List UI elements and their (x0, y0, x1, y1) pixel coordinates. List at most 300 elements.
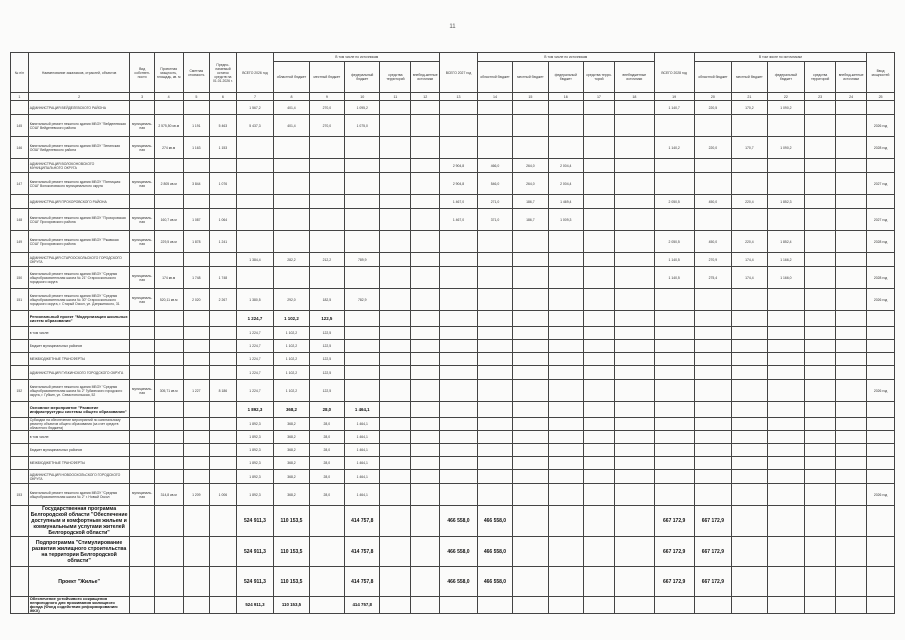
row-value-col-9: 28,0 (309, 484, 344, 506)
row-value-col-3: муниципаль-ная (130, 115, 154, 137)
row-value-col-24 (836, 137, 867, 159)
table-header (11, 53, 895, 101)
row-value-col-19 (654, 597, 694, 614)
row-value-col-24 (836, 402, 867, 418)
row-value-col-19 (654, 484, 694, 506)
row-value-col-5: 1 087 (183, 209, 210, 231)
row-value-col-25 (867, 366, 895, 380)
row-value-col-6: 5 463 (210, 115, 237, 137)
row-value-col-6 (210, 327, 237, 340)
row-name: Капитальный ремонт нежилого здания МБОУ "Вейделевская СОШ" Вейделевского района (28, 115, 130, 137)
row-value-col-6 (210, 311, 237, 327)
row-number (11, 418, 29, 431)
row-value-col-23 (805, 115, 836, 137)
row-value-col-10 (345, 267, 380, 289)
row-value-col-9: 122,5 (309, 380, 344, 402)
row-value-col-10: 1 095,2 (345, 101, 380, 115)
row-value-col-24 (836, 327, 867, 340)
row-value-col-14 (477, 327, 512, 340)
row-value-col-24 (836, 311, 867, 327)
row-value-col-20: 275,4 (694, 267, 732, 289)
col-source-18: внебюджетные источники (614, 62, 654, 93)
row-value-col-3 (130, 253, 154, 267)
row-value-col-3 (130, 457, 154, 470)
row-value-col-9: 212,2 (309, 253, 344, 267)
table-row (11, 289, 895, 311)
row-value-col-21 (732, 444, 767, 457)
row-value-col-6 (210, 340, 237, 353)
row-number (11, 402, 29, 418)
table-row (11, 537, 895, 567)
row-value-col-16 (548, 444, 583, 457)
row-value-col-25 (867, 101, 895, 115)
row-value-col-23 (805, 402, 836, 418)
row-value-col-7: 1 224,7 (236, 327, 274, 340)
row-value-col-12 (411, 506, 440, 537)
row-value-col-23 (805, 289, 836, 311)
group-2027: В том числе по источникам (477, 53, 654, 62)
row-value-col-7: 1 380,5 (236, 289, 274, 311)
row-value-col-3 (130, 470, 154, 484)
row-value-col-24 (836, 537, 867, 567)
row-value-col-18 (614, 353, 654, 366)
row-value-col-10: 1 464,1 (345, 470, 380, 484)
row-value-col-3 (130, 159, 154, 173)
row-value-col-8: 401,4 (274, 101, 309, 115)
row-value-col-16 (548, 366, 583, 380)
row-value-col-13 (440, 380, 478, 402)
row-value-col-13 (440, 470, 478, 484)
col-source-23: средства территорий (805, 62, 836, 93)
row-value-col-7: 524 911,3 (236, 597, 274, 614)
page-number: 11 (449, 24, 456, 30)
row-value-col-25 (867, 402, 895, 418)
row-value-col-25: 2027 год (867, 173, 895, 195)
row-value-col-17 (583, 470, 614, 484)
row-value-col-14: 466 558,0 (477, 537, 512, 567)
row-value-col-17 (583, 418, 614, 431)
row-value-col-10 (345, 209, 380, 231)
col-number-cell: 8 (274, 93, 309, 101)
row-value-col-7: 1 567,2 (236, 101, 274, 115)
row-value-col-8: 1 102,2 (274, 311, 309, 327)
row-value-col-5 (183, 311, 210, 327)
row-value-col-17 (583, 311, 614, 327)
row-value-col-7 (236, 159, 274, 173)
row-value-col-5 (183, 567, 210, 597)
row-value-col-19 (654, 402, 694, 418)
row-value-col-13 (440, 366, 478, 380)
row-value-col-22: 1 090,2 (767, 137, 805, 159)
row-value-col-15 (513, 597, 548, 614)
row-value-col-13: 2 904,8 (440, 173, 478, 195)
row-value-col-4: 174 кв.м (154, 267, 183, 289)
row-value-col-16 (548, 253, 583, 267)
row-value-col-6: 2 267 (210, 289, 237, 311)
row-value-col-20 (694, 289, 732, 311)
row-value-col-9: 28,0 (309, 402, 344, 418)
row-value-col-20: 450,0 (694, 231, 732, 253)
row-value-col-7: 1 224,7 (236, 353, 274, 366)
row-value-col-7: 1 224,7 (236, 380, 274, 402)
row-value-col-23 (805, 567, 836, 597)
row-value-col-20 (694, 209, 732, 231)
row-value-col-24 (836, 470, 867, 484)
row-value-col-3 (130, 101, 154, 115)
row-value-col-17 (583, 173, 614, 195)
row-value-col-13 (440, 311, 478, 327)
row-value-col-17 (583, 289, 614, 311)
table-row (11, 380, 895, 402)
row-name: Капитальный ремонт нежилого здания МБОУ "Средняя общеобразовательная школа № 2" Губкинского городского округа, г. Губкин, ул. Севастопольская, 52 (28, 380, 130, 402)
row-value-col-7 (236, 267, 274, 289)
row-value-col-11 (380, 457, 411, 470)
row-value-col-8: 368,2 (274, 457, 309, 470)
row-value-col-18 (614, 418, 654, 431)
row-value-col-11 (380, 340, 411, 353)
row-value-col-16: 2 004,4 (548, 173, 583, 195)
row-value-col-19: 667 172,9 (654, 567, 694, 597)
row-value-col-11 (380, 444, 411, 457)
row-value-col-25 (867, 353, 895, 366)
row-name: Основное мероприятие "Развитие инфраструктуры системы общего образования" (28, 402, 130, 418)
row-value-col-17 (583, 209, 614, 231)
row-value-col-22 (767, 444, 805, 457)
row-value-col-8 (274, 231, 309, 253)
row-value-col-6 (210, 418, 237, 431)
row-value-col-12 (411, 209, 440, 231)
row-value-col-11 (380, 195, 411, 209)
col-number-cell: 23 (805, 93, 836, 101)
row-value-col-21 (732, 173, 767, 195)
row-value-col-23 (805, 506, 836, 537)
row-value-col-9 (309, 267, 344, 289)
row-value-col-25: 2028 год (867, 231, 895, 253)
row-value-col-10: 414 757,8 (345, 567, 380, 597)
row-value-col-9: 122,5 (309, 327, 344, 340)
row-value-col-8: 368,2 (274, 431, 309, 444)
row-value-col-4: 305,71 кв.м (154, 380, 183, 402)
row-value-col-12 (411, 470, 440, 484)
row-value-col-4 (154, 253, 183, 267)
row-value-col-8: 110 153,5 (274, 567, 309, 597)
row-name: МЕЖБЮДЖЕТНЫЕ ТРАНСФЕРТЫ (28, 457, 130, 470)
row-value-col-25 (867, 506, 895, 537)
table-row (11, 597, 895, 614)
row-value-col-10: 1 464,1 (345, 431, 380, 444)
col-number-cell: 18 (614, 93, 654, 101)
row-value-col-9 (309, 567, 344, 597)
row-value-col-23 (805, 366, 836, 380)
row-value-col-3 (130, 311, 154, 327)
row-value-col-16 (548, 353, 583, 366)
row-value-col-22 (767, 173, 805, 195)
row-value-col-3 (130, 195, 154, 209)
row-value-col-16: 2 004,4 (548, 159, 583, 173)
row-value-col-15: 186,7 (513, 209, 548, 231)
row-value-col-10: 1 464,1 (345, 444, 380, 457)
row-value-col-15 (513, 380, 548, 402)
row-value-col-8 (274, 159, 309, 173)
row-value-col-20 (694, 402, 732, 418)
row-value-col-14 (477, 484, 512, 506)
row-value-col-23 (805, 353, 836, 366)
row-value-col-19: 1 140,5 (654, 253, 694, 267)
row-value-col-12 (411, 380, 440, 402)
row-value-col-21 (732, 380, 767, 402)
row-value-col-8: 368,2 (274, 444, 309, 457)
row-value-col-6 (210, 159, 237, 173)
row-value-col-11 (380, 537, 411, 567)
row-value-col-22 (767, 418, 805, 431)
row-value-col-13 (440, 353, 478, 366)
row-value-col-12 (411, 101, 440, 115)
row-value-col-24 (836, 173, 867, 195)
col-number-cell: 1 (11, 93, 29, 101)
row-value-col-22 (767, 537, 805, 567)
row-value-col-4: 520,11 кв.м (154, 289, 183, 311)
row-value-col-11 (380, 209, 411, 231)
row-name: Капитальный ремонт нежилого здания МБОУ "Пятницкая СОШ" Волоконовского муниципального округа (28, 173, 130, 195)
row-number (11, 311, 29, 327)
row-value-col-21 (732, 431, 767, 444)
row-value-col-24 (836, 506, 867, 537)
row-value-col-5: 1 227 (183, 380, 210, 402)
row-value-col-19 (654, 380, 694, 402)
row-value-col-17 (583, 366, 614, 380)
row-number (11, 597, 29, 614)
row-value-col-24 (836, 101, 867, 115)
row-value-col-19 (654, 289, 694, 311)
table-row (11, 366, 895, 380)
row-value-col-9: 28,0 (309, 444, 344, 457)
row-value-col-5: 1 163 (183, 137, 210, 159)
row-value-col-25 (867, 597, 895, 614)
row-value-col-10: 1 464,1 (345, 402, 380, 418)
row-value-col-19 (654, 159, 694, 173)
row-value-col-6 (210, 567, 237, 597)
row-value-col-14 (477, 340, 512, 353)
row-value-col-21 (732, 537, 767, 567)
row-value-col-13 (440, 431, 478, 444)
row-value-col-3: муниципаль-ная (130, 231, 154, 253)
row-value-col-13 (440, 137, 478, 159)
col-number-cell: 13 (440, 93, 478, 101)
row-value-col-9 (309, 597, 344, 614)
row-name: АДМИНИСТРАЦИЯ ВОЛОКОНОВСКОГО МУНИЦИПАЛЬНОГО ОКРУГА (28, 159, 130, 173)
row-value-col-19 (654, 311, 694, 327)
row-value-col-21 (732, 470, 767, 484)
row-value-col-22 (767, 457, 805, 470)
col-ownership: Вид собствен-ности (130, 53, 154, 93)
row-value-col-22 (767, 159, 805, 173)
row-value-col-12 (411, 253, 440, 267)
row-value-col-23 (805, 101, 836, 115)
row-value-col-8: 401,4 (274, 115, 309, 137)
row-value-col-5 (183, 159, 210, 173)
table-row (11, 159, 895, 173)
row-value-col-14 (477, 470, 512, 484)
row-number: 151 (11, 289, 29, 311)
row-value-col-9: 122,5 (309, 311, 344, 327)
row-value-col-20 (694, 327, 732, 340)
row-value-col-3: муниципаль-ная (130, 267, 154, 289)
table-row (11, 402, 895, 418)
row-value-col-8: 368,2 (274, 402, 309, 418)
row-value-col-6: 1 153 (210, 137, 237, 159)
row-number (11, 195, 29, 209)
table-row (11, 484, 895, 506)
row-value-col-22 (767, 311, 805, 327)
row-value-col-18 (614, 311, 654, 327)
row-value-col-12 (411, 484, 440, 506)
row-value-col-12 (411, 137, 440, 159)
row-value-col-13 (440, 402, 478, 418)
row-value-col-16 (548, 537, 583, 567)
row-name: Капитальный ремонт нежилого здания МБОУ "Средняя общеобразовательная школа № 21" Старооскольского городского округа (28, 267, 130, 289)
row-value-col-16: 1 469,4 (548, 195, 583, 209)
row-value-col-21: 220,4 (732, 195, 767, 209)
row-value-col-18 (614, 506, 654, 537)
row-value-col-12 (411, 402, 440, 418)
row-value-col-20 (694, 431, 732, 444)
row-value-col-11 (380, 380, 411, 402)
row-value-col-8: 282,2 (274, 253, 309, 267)
row-value-col-20 (694, 597, 732, 614)
row-value-col-21 (732, 289, 767, 311)
group-2026: В том числе по источникам (274, 53, 440, 62)
row-value-col-4 (154, 159, 183, 173)
row-value-col-25 (867, 470, 895, 484)
row-value-col-11 (380, 506, 411, 537)
col-number-cell: 19 (654, 93, 694, 101)
row-value-col-9 (309, 231, 344, 253)
row-value-col-18 (614, 567, 654, 597)
row-value-col-19 (654, 173, 694, 195)
row-value-col-18 (614, 402, 654, 418)
col-commission: Ввод мощностей (867, 53, 895, 93)
row-value-col-5 (183, 195, 210, 209)
row-value-col-4 (154, 195, 183, 209)
row-value-col-11 (380, 418, 411, 431)
row-value-col-16 (548, 340, 583, 353)
row-value-col-5 (183, 457, 210, 470)
row-value-col-13 (440, 115, 478, 137)
row-value-col-21 (732, 115, 767, 137)
row-value-col-17 (583, 506, 614, 537)
row-value-col-16 (548, 506, 583, 537)
row-name: Капитальный ремонт нежилого здания МБОУ "Зенинская ООШ" Вейделевского района (28, 137, 130, 159)
row-value-col-18 (614, 289, 654, 311)
row-value-col-10 (345, 311, 380, 327)
row-number: 150 (11, 267, 29, 289)
row-value-col-13 (440, 444, 478, 457)
row-value-col-22 (767, 567, 805, 597)
row-value-col-15: 264,0 (513, 173, 548, 195)
col-number-cell: 2 (28, 93, 130, 101)
row-value-col-18 (614, 340, 654, 353)
row-value-col-25: 2026 год (867, 484, 895, 506)
row-name: Капитальный ремонт нежилого здания МБОУ "Средняя общеобразовательная школа № 2" г. Новый Оскол (28, 484, 130, 506)
row-number (11, 470, 29, 484)
row-value-col-18 (614, 267, 654, 289)
col-source-11: средства территорий (380, 62, 411, 93)
row-number (11, 457, 29, 470)
row-value-col-10: 1 464,1 (345, 418, 380, 431)
row-value-col-5 (183, 418, 210, 431)
row-value-col-13 (440, 267, 478, 289)
row-value-col-6 (210, 597, 237, 614)
row-value-col-24 (836, 418, 867, 431)
row-value-col-4 (154, 567, 183, 597)
row-value-col-25 (867, 418, 895, 431)
row-value-col-10: 789,9 (345, 253, 380, 267)
row-value-col-12 (411, 597, 440, 614)
row-value-col-7: 1 224,7 (236, 340, 274, 353)
row-value-col-14: 371,0 (477, 209, 512, 231)
row-value-col-12 (411, 231, 440, 253)
row-value-col-17 (583, 457, 614, 470)
col-balance: Предпо-лагаемый остаток средств на 01.01.2026 г. (210, 53, 237, 93)
row-value-col-8: 110 153,5 (274, 597, 309, 614)
row-value-col-19 (654, 418, 694, 431)
row-value-col-22 (767, 340, 805, 353)
row-value-col-23 (805, 418, 836, 431)
row-value-col-9: 28,0 (309, 418, 344, 431)
row-value-col-12 (411, 567, 440, 597)
row-value-col-17 (583, 402, 614, 418)
row-value-col-7 (236, 195, 274, 209)
row-value-col-12 (411, 444, 440, 457)
col-capacity: Проектная мощность, площадь, кв. м (154, 53, 183, 93)
col-number-cell: 14 (477, 93, 512, 101)
row-value-col-19 (654, 115, 694, 137)
row-value-col-18 (614, 195, 654, 209)
row-value-col-9: 28,0 (309, 470, 344, 484)
row-value-col-19 (654, 444, 694, 457)
row-value-col-25 (867, 195, 895, 209)
row-value-col-21 (732, 506, 767, 537)
row-value-col-24 (836, 159, 867, 173)
row-value-col-12 (411, 311, 440, 327)
row-value-col-4 (154, 444, 183, 457)
row-value-col-20: 667 172,9 (694, 567, 732, 597)
col-number-cell: 20 (694, 93, 732, 101)
row-value-col-13 (440, 231, 478, 253)
row-value-col-14: 546,0 (477, 173, 512, 195)
col-total-2026: ВСЕГО 2026 год (236, 53, 274, 93)
row-value-col-19: 667 172,9 (654, 506, 694, 537)
row-value-col-18 (614, 159, 654, 173)
row-value-col-6 (210, 353, 237, 366)
row-value-col-6 (210, 506, 237, 537)
table-row (11, 567, 895, 597)
col-number-cell: 11 (380, 93, 411, 101)
row-value-col-25: 2027 год (867, 209, 895, 231)
row-value-col-8: 110 153,5 (274, 537, 309, 567)
row-value-col-4 (154, 537, 183, 567)
row-value-col-25 (867, 253, 895, 267)
row-value-col-5: 1 748 (183, 267, 210, 289)
table-row (11, 253, 895, 267)
row-number (11, 431, 29, 444)
row-value-col-5 (183, 253, 210, 267)
row-value-col-11 (380, 115, 411, 137)
row-value-col-24 (836, 340, 867, 353)
row-value-col-7: 1 224,7 (236, 311, 274, 327)
row-value-col-7: 1 892,3 (236, 418, 274, 431)
row-value-col-20: 450,0 (694, 195, 732, 209)
